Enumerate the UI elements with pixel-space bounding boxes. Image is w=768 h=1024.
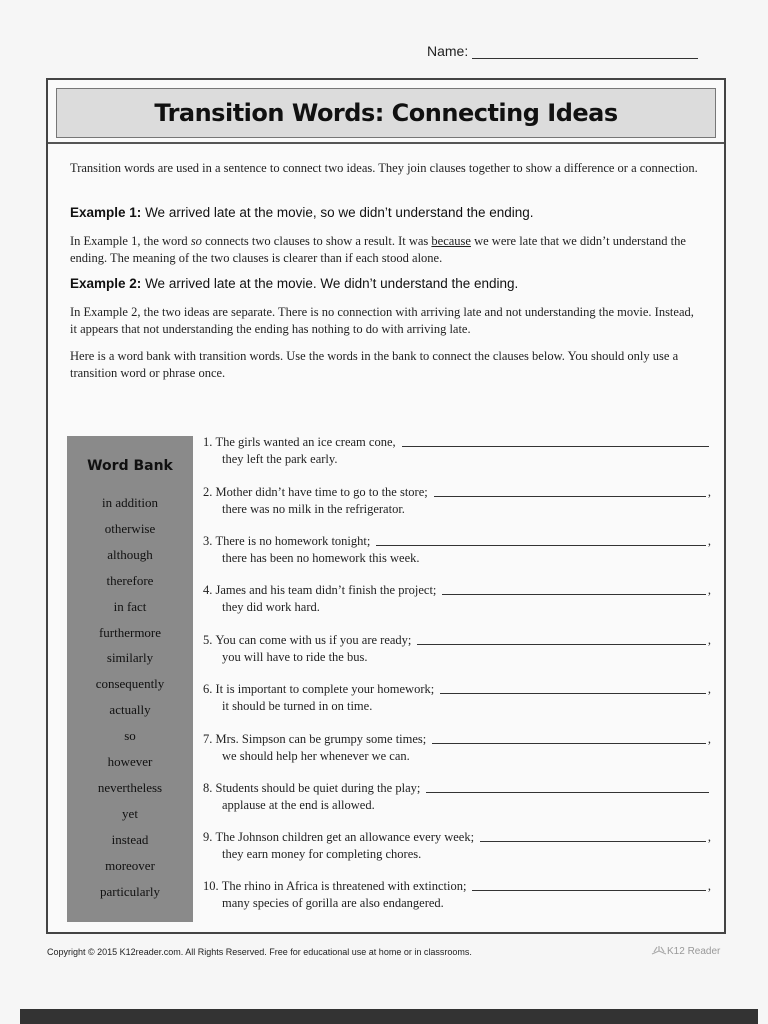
question-10: [203, 878, 711, 912]
example-1-label: Example 1:: [70, 205, 142, 220]
instructions: Here is a word bank with transition words. Use the words in the bank to connect the clauses below. You should only use a transition word or phrase once.: [70, 349, 679, 380]
question-first-clause: The rhino in Africa is threatened with extinction;: [221, 879, 467, 893]
question-7: [203, 731, 711, 765]
word-bank-item: in fact: [113, 598, 147, 614]
word-bank-item: moreover: [105, 857, 155, 873]
question-end-mark: ,: [707, 830, 711, 844]
question-end-mark: ,: [707, 732, 711, 746]
question-4: [203, 582, 711, 616]
answer-blank[interactable]: [402, 446, 709, 447]
question-first-line: [203, 582, 711, 599]
word-bank-item: therefore: [106, 572, 154, 588]
word-bank-item: instead: [111, 831, 149, 847]
word-bank-title: Word Bank: [87, 458, 173, 474]
question-number: 10.: [203, 879, 219, 893]
title-bar: [56, 88, 716, 138]
example-2-text: We arrived late at the movie. We didn’t understand the ending.: [145, 276, 519, 291]
question-second-clause: there was no milk in the refrigerator.: [222, 502, 405, 516]
title-divider: [48, 142, 724, 144]
example-1-explanation: [70, 233, 700, 267]
word-bank-item: however: [107, 754, 153, 770]
explanation-underlined: because: [431, 234, 471, 248]
question-9: [203, 829, 711, 863]
worksheet-frame: [46, 78, 726, 934]
question-first-clause: There is no homework tonight;: [215, 534, 371, 548]
answer-blank[interactable]: [434, 496, 706, 497]
answer-blank[interactable]: [480, 841, 706, 842]
question-end-mark: ,: [707, 485, 711, 499]
explanation-text: we were late that we didn’t understand the ending. The meaning of the two clauses is clearer than if each stood alone.: [70, 234, 686, 265]
word-bank-item: although: [107, 546, 153, 562]
question-number: 3.: [203, 534, 213, 548]
word-bank-list: [67, 490, 193, 905]
question-first-clause: Students should be quiet during the play;: [215, 781, 421, 795]
question-first-clause: James and his team didn’t finish the project;: [215, 583, 437, 597]
question-6: [203, 681, 711, 715]
explanation-text: connects two clauses to show a result. It was: [201, 234, 432, 248]
explanation-keyword: so: [190, 234, 202, 248]
k12reader-logo: [651, 945, 720, 957]
name-line: [427, 43, 698, 59]
question-second-clause: they did work hard.: [222, 600, 320, 614]
question-first-line: [203, 434, 711, 451]
word-bank-item: otherwise: [104, 520, 156, 536]
logo-text: K12 Reader: [667, 946, 721, 957]
page-title: Transition Words: Connecting Ideas: [154, 99, 618, 127]
answer-blank[interactable]: [417, 644, 705, 645]
example-2-label: Example 2:: [70, 276, 142, 291]
copyright-footer: Copyright © 2015 K12reader.com. All Rights Reserved. Free for educational use at home or in classrooms.: [47, 947, 472, 957]
question-first-clause: The Johnson children get an allowance every week;: [215, 830, 475, 844]
question-first-line: [203, 632, 711, 649]
question-number: 8.: [203, 781, 213, 795]
name-label: Name:: [427, 43, 469, 59]
answer-blank[interactable]: [442, 594, 705, 595]
name-blank[interactable]: [472, 44, 698, 59]
question-number: 1.: [203, 435, 213, 449]
word-bank-item: nevertheless: [97, 779, 163, 795]
question-second-clause: you will have to ride the bus.: [222, 650, 368, 664]
example-2-explanation: In Example 2, the two ideas are separate. There is no connection with arriving late and not understanding the movie. Instead, it appears that not understanding the ending has nothing to do with arriving late.: [70, 305, 694, 336]
word-bank-item: particularly: [100, 883, 160, 899]
question-number: 6.: [203, 682, 213, 696]
book-icon: [651, 945, 667, 955]
question-first-clause: Mrs. Simpson can be grumpy some times;: [215, 732, 427, 746]
question-8: [203, 780, 711, 814]
question-number: 4.: [203, 583, 213, 597]
explanation-text: In Example 1, the word: [70, 234, 191, 248]
answer-blank[interactable]: [426, 792, 709, 793]
question-end-mark: ,: [707, 633, 711, 647]
answer-blank[interactable]: [432, 743, 706, 744]
question-second-clause: applause at the end is allowed.: [222, 798, 375, 812]
question-number: 2.: [203, 485, 213, 499]
answer-blank[interactable]: [376, 545, 706, 546]
question-2: [203, 484, 711, 518]
example-2-sentence: [70, 276, 700, 291]
question-end-mark: ,: [707, 682, 711, 696]
bottom-border-band: [20, 1009, 758, 1024]
question-first-line: [203, 484, 711, 501]
question-number: 9.: [203, 830, 213, 844]
word-bank: [67, 436, 193, 922]
question-first-line: [203, 780, 711, 797]
word-bank-item: so: [124, 728, 136, 744]
word-bank-item: similarly: [106, 650, 154, 666]
question-end-mark: ,: [707, 879, 711, 893]
question-first-line: [203, 533, 711, 550]
question-first-clause: It is important to complete your homework;: [215, 682, 435, 696]
question-second-clause: they left the park early.: [222, 452, 338, 466]
question-first-clause: Mother didn’t have time to go to the store;: [215, 485, 428, 499]
example-1-sentence: [70, 205, 700, 220]
question-first-line: [203, 731, 711, 748]
question-1: [203, 434, 711, 468]
question-number: 7.: [203, 732, 213, 746]
word-bank-item: furthermore: [98, 624, 162, 640]
question-second-clause: it should be turned in on time.: [222, 699, 373, 713]
question-number: 5.: [203, 633, 213, 647]
question-3: [203, 533, 711, 567]
question-5: [203, 632, 711, 666]
question-first-line: [203, 829, 711, 846]
question-first-line: [203, 878, 711, 895]
answer-blank[interactable]: [440, 693, 706, 694]
word-bank-item: yet: [122, 805, 138, 821]
example-1-text: We arrived late at the movie, so we didn’t understand the ending.: [145, 205, 534, 220]
question-first-clause: The girls wanted an ice cream cone,: [215, 435, 396, 449]
word-bank-item: in addition: [102, 495, 158, 510]
question-second-clause: there has been no homework this week.: [222, 551, 420, 565]
answer-blank[interactable]: [472, 890, 705, 891]
question-second-clause: they earn money for completing chores.: [222, 847, 422, 861]
question-first-clause: You can come with us if you are ready;: [215, 633, 412, 647]
question-second-clause: we should help her whenever we can.: [222, 749, 410, 763]
question-second-clause: many species of gorilla are also endangered.: [222, 896, 444, 910]
word-bank-item: actually: [109, 702, 151, 718]
intro-paragraph: Transition words are used in a sentence to connect two ideas. They join clauses together to show a difference or a connection.: [70, 161, 698, 175]
question-first-line: [203, 681, 711, 698]
word-bank-item: consequently: [95, 676, 165, 692]
question-end-mark: ,: [707, 583, 711, 597]
question-end-mark: ,: [707, 534, 711, 548]
